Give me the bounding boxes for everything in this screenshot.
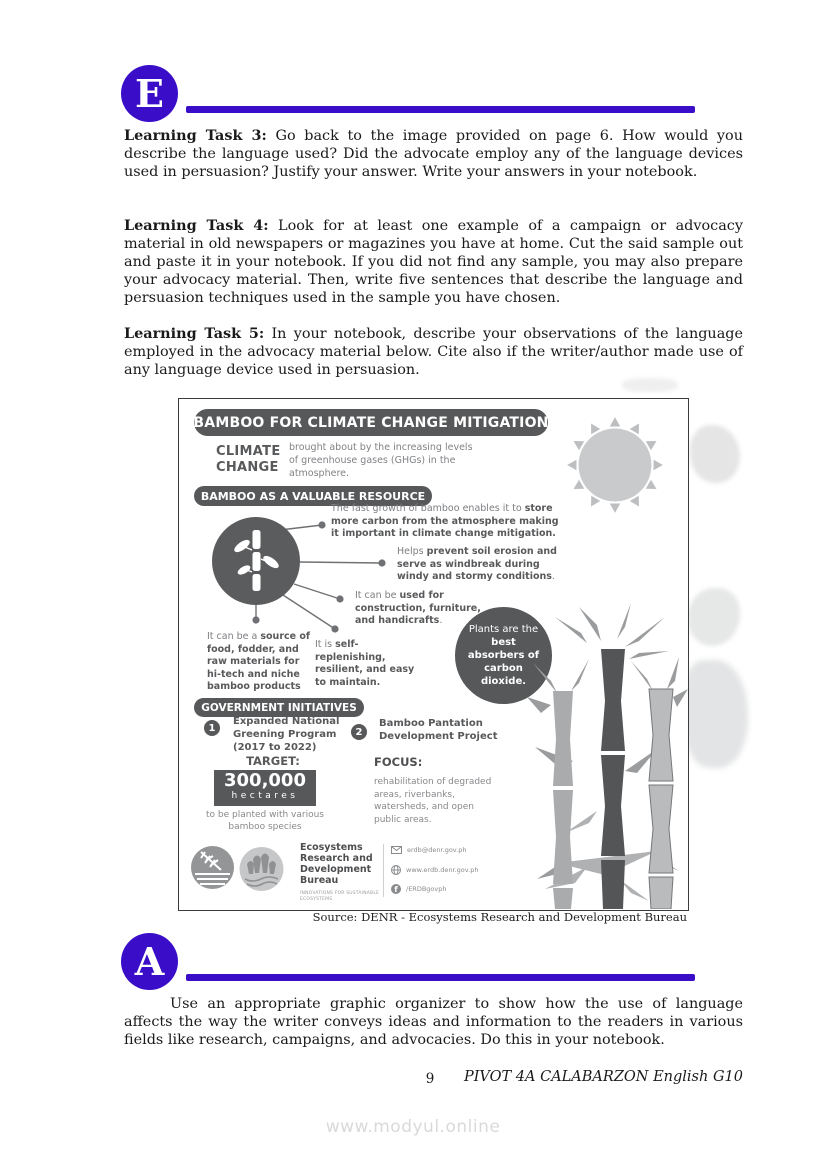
section-a-letter: A — [134, 939, 165, 984]
target-note: to be planted with various bamboo species — [206, 810, 324, 832]
contact-facebook: f /ERDBgovph — [391, 884, 446, 894]
page-number: 9 — [425, 1071, 435, 1087]
section-government-initiatives: GOVERNMENT INITIATIVES — [194, 698, 364, 717]
bamboo-hub-circle — [212, 517, 300, 605]
target-value-box — [214, 770, 316, 806]
benefit-food-source: It can be a source of food, fodder, and raw materials for hi-tech and niche bamboo products — [207, 631, 311, 693]
envelope-icon — [391, 846, 402, 854]
task-3-text: Go back to the image provided on page 6. How would you describe the language used? Did the advocate employ any of the language devices used in persuasion? Justify your answer. Write your answers in your notebook. — [124, 128, 743, 180]
sun-icon — [565, 415, 665, 515]
target-unit: hectares — [231, 791, 299, 801]
advocacy-infographic — [178, 398, 689, 911]
site-watermark: www.modyul.online — [325, 1117, 501, 1137]
focus-text: rehabilitation of degraded areas, riverbanks, watersheds, and open public areas. — [374, 777, 492, 825]
scan-artifact — [690, 425, 740, 483]
initiative-1-title: Expanded National Greening Program (2017 to 2022) — [233, 716, 340, 753]
learning-task-3 — [124, 127, 743, 181]
scan-artifact — [622, 378, 678, 392]
benefit-carbon: The fast growth of bamboo enables it to store more carbon from the atmosphere making it important in climate change mitigation. — [331, 503, 559, 540]
scan-artifact — [688, 588, 740, 646]
initiative-2-title: Bamboo Pantation Development Project — [379, 718, 498, 742]
initiative-1-number: 1 — [204, 720, 220, 736]
section-e-badge — [121, 65, 178, 122]
bureau-divider — [383, 844, 384, 897]
learning-task-4 — [124, 217, 743, 307]
contact-website: www.erdb.denr.gov.ph — [391, 865, 478, 875]
section-e-rule — [186, 106, 695, 113]
learning-task-5 — [124, 325, 743, 379]
benefit-construction: It can be used for construction, furniture, and handicrafts. — [355, 590, 481, 627]
bamboo-stalks-illustration — [527, 601, 688, 909]
target-value: 300,000 — [224, 770, 306, 791]
scan-artifact — [684, 660, 748, 768]
task-4-label: Learning Task 4: — [124, 217, 269, 234]
section-valuable-resource: BAMBOO AS A VALUABLE RESOURCE — [194, 486, 432, 506]
task-4-text: Look for at least one example of a campaign or advocacy material in old newspapers or magazines you have at home. Cut the said sample out and paste it in your notebook. If you did not find any sample, you may also prepare your advocacy material. Then, write five sentences that describe the language and persuasion techniques used in the sample you have chosen. — [124, 218, 743, 306]
contact-email: erdb@denr.gov.ph — [391, 846, 466, 854]
svg-text:f: f — [394, 885, 398, 894]
source-caption: Source: DENR - Ecosystems Research and Development Bureau — [312, 910, 687, 924]
bureau-tagline: INNOVATIONS FOR SUSTAINABLE ECOSYSTEMS — [300, 891, 380, 902]
section-e-letter: E — [135, 71, 164, 116]
plants-note-circle: Plants are the best absorbers of carbon dioxide. — [455, 607, 552, 704]
climate-change-label: CLIMATE CHANGE — [216, 444, 281, 475]
section-a-badge — [121, 933, 178, 990]
task-5-text: In your notebook, describe your observations of the language employed in the advocacy material below. Cite also if the writer/author made use of any language device used in persuasion. — [124, 326, 743, 378]
target-label: TARGET: — [246, 754, 300, 768]
task-3-label: Learning Task 3: — [124, 127, 267, 144]
bamboo-icon — [212, 517, 300, 605]
assessment-paragraph: Use an appropriate graphic organizer to show how the use of language affects the way the writer conveys ideas and information to the readers in various fields like research, campaigns, and advocacies. Do this in your notebook. — [124, 996, 743, 1048]
module-footer-label: PIVOT 4A CALABARZON English G10 — [463, 1069, 743, 1085]
benefit-self-replenishing: It is self-replenishing, resilient, and easy to maintain. — [315, 639, 415, 688]
denr-logo — [191, 846, 234, 889]
initiative-2-number: 2 — [351, 724, 367, 740]
focus-label: FOCUS: — [374, 755, 423, 769]
erdb-logo — [239, 846, 284, 893]
infographic-title: BAMBOO FOR CLIMATE CHANGE MITIGATION — [194, 409, 548, 436]
globe-icon — [391, 865, 401, 875]
task-5-label: Learning Task 5: — [124, 325, 265, 342]
bureau-name: Ecosystems Research and Development Bureau — [300, 842, 373, 886]
benefit-soil-erosion: Helps prevent soil erosion and serve as windbreak during windy and stormy conditions. — [397, 546, 557, 583]
section-a-rule — [186, 974, 695, 981]
climate-change-description: brought about by the increasing levels of greenhouse gases (GHGs) in the atmosphere. — [289, 442, 473, 479]
facebook-icon — [391, 884, 401, 894]
